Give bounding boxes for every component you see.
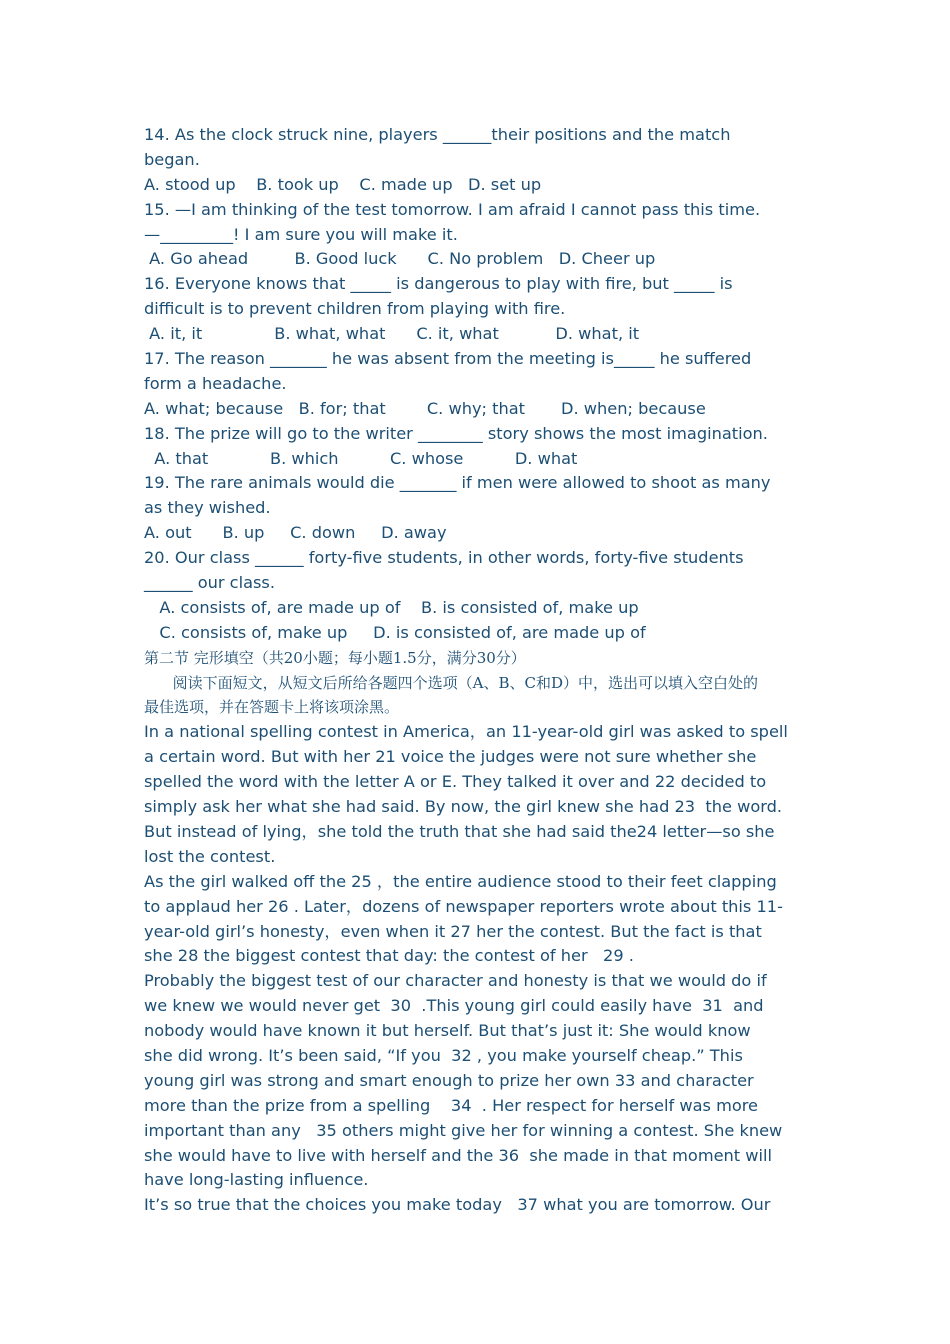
section-instructions-line-2: 最佳选项，并在答题卡上将该项涂黑。 bbox=[144, 698, 400, 717]
section-heading: 第二节 完形填空（共20小题；每小题1.5分，满分30分） bbox=[144, 648, 526, 667]
passage-line: to applaud her 26 . Later，dozens of newspaper reporters wrote about this 11- bbox=[144, 896, 783, 916]
passage-line: But instead of lying，she told the truth that she had said the24 letter—so she bbox=[144, 821, 775, 841]
q15-stem-line-2: —_________! I am sure you will make it. bbox=[144, 224, 458, 244]
q20-options-line-1: A. consists of, are made up of B. is consisted of, make up bbox=[144, 597, 639, 617]
passage-line: we knew we would never get 30 .This young girl could easily have 31 and bbox=[144, 996, 764, 1016]
passage-line: she did wrong. It’s been said, “If you 32 , you make yourself cheap.” This bbox=[144, 1045, 743, 1065]
q19-options: A. out B. up C. down D. away bbox=[144, 523, 447, 543]
passage-line: In a national spelling contest in America，an 11-year-old girl was asked to spell bbox=[144, 722, 788, 742]
passage-line: lost the contest. bbox=[144, 846, 276, 866]
passage-line: simply ask her what she had said. By now, the girl knew she had 23 the word. bbox=[144, 797, 783, 817]
q16-stem-line-2: difficult is to prevent children from playing with fire. bbox=[144, 299, 566, 319]
q17-options: A. what; because B. for; that C. why; that D. when; because bbox=[144, 398, 706, 418]
passage-line: she 28 the biggest contest that day: the contest of her 29 . bbox=[144, 946, 634, 966]
passage-line: It’s so true that the choices you make today 37 what you are tomorrow. Our bbox=[144, 1195, 771, 1215]
passage-line: she would have to live with herself and the 36 she made in that moment will bbox=[144, 1145, 773, 1165]
q15-stem-line-1: 15. —I am thinking of the test tomorrow. I am afraid I cannot pass this time. bbox=[144, 199, 761, 219]
passage-line: nobody would have known it but herself. But that’s just it: She would know bbox=[144, 1021, 751, 1041]
q16-options: A. it, it B. what, what C. it, what D. what, it bbox=[144, 324, 640, 344]
passage-line: important than any 35 others might give her for winning a contest. She knew bbox=[144, 1120, 783, 1140]
q20-stem-line-1: 20. Our class ______ forty-five students, in other words, forty-five students bbox=[144, 548, 744, 568]
q20-options-line-2: C. consists of, make up D. is consisted of, are made up of bbox=[144, 622, 646, 642]
q18-options: A. that B. which C. whose D. what bbox=[144, 448, 578, 468]
passage-line: more than the prize from a spelling 34 . Her respect for herself was more bbox=[144, 1095, 759, 1115]
passage-line: year-old girl’s honesty，even when it 27 her the contest. But the fact is that bbox=[144, 921, 762, 941]
q19-stem-line-2: as they wished. bbox=[144, 498, 271, 518]
passage-line: a certain word. But with her 21 voice the judges were not sure whether she bbox=[144, 747, 757, 767]
q14-stem-line-2: began. bbox=[144, 149, 200, 169]
passage-line: spelled the word with the letter A or E. They talked it over and 22 decided to bbox=[144, 772, 767, 792]
q14-stem-line-1: 14. As the clock struck nine, players ______their positions and the match bbox=[144, 125, 731, 144]
q16-stem-line-1: 16. Everyone knows that _____ is dangerous to play with fire, but _____ is bbox=[144, 274, 733, 294]
q19-stem-line-1: 19. The rare animals would die _______ if men were allowed to shoot as many bbox=[144, 473, 771, 493]
q18-stem: 18. The prize will go to the writer ________ story shows the most imagination. bbox=[144, 423, 768, 443]
q15-options: A. Go ahead B. Good luck C. No problem D. Cheer up bbox=[144, 249, 656, 269]
passage-line: young girl was strong and smart enough to prize her own 33 and character bbox=[144, 1070, 754, 1090]
passage-line: As the girl walked off the 25 ，the entire audience stood to their feet clapping bbox=[144, 871, 777, 891]
q14-options: A. stood up B. took up C. made up D. set up bbox=[144, 174, 542, 194]
passage-line: have long-lasting influence. bbox=[144, 1170, 369, 1190]
section-instructions-line-1: 阅读下面短文，从短文后所给各题四个选项（A、B、C和D）中，选出可以填入空白处的 bbox=[144, 673, 758, 692]
passage-line: Probably the biggest test of our character and honesty is that we would do if bbox=[144, 971, 767, 991]
q17-stem-line-1: 17. The reason _______ he was absent from the meeting is_____ he suffered bbox=[144, 349, 752, 369]
q17-stem-line-2: form a headache. bbox=[144, 373, 287, 393]
document-page bbox=[144, 123, 816, 1218]
q20-stem-line-2: ______ our class. bbox=[144, 573, 276, 593]
